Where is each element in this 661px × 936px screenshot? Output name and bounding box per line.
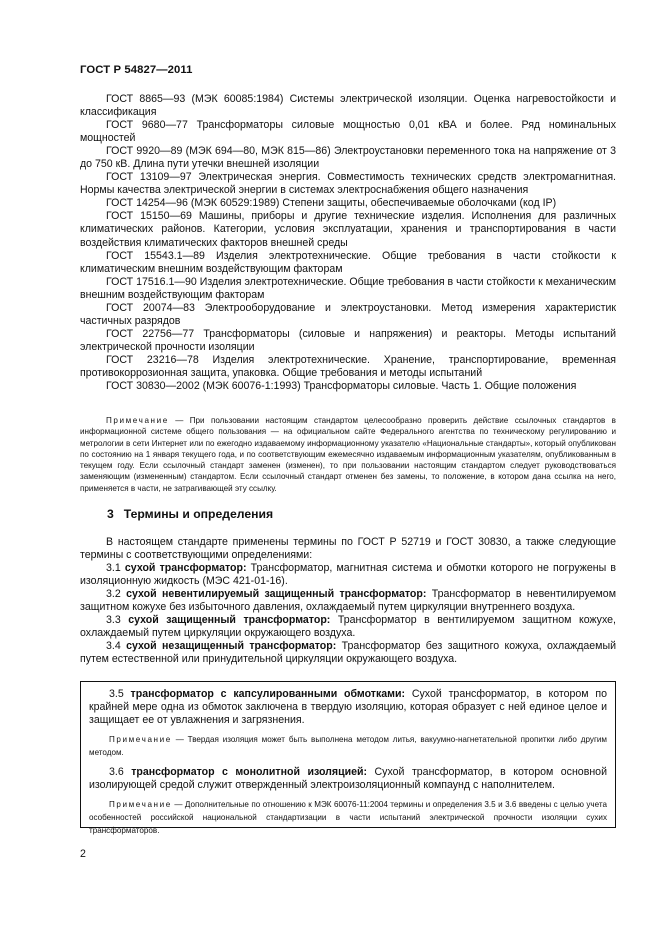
reference-item: ГОСТ 23216—78 Изделия электротехнические. Хранение, транспортирование, временная противокоррозионная защита, упаковка. Общие требования и методы испытаний bbox=[80, 353, 616, 379]
reference-item: ГОСТ 20074—83 Электрооборудование и электроустановки. Метод измерения характеристик частичных разрядов bbox=[80, 301, 616, 327]
reference-item: ГОСТ 15150—69 Машины, приборы и другие технические изделия. Исполнения для различных климатических районов. Категории, условия эксплуатации, хранения и транспортирования в части воздействия климатических факторов внешней среды bbox=[80, 210, 616, 249]
reference-item: ГОСТ 13109—97 Электрическая энергия. Совместимость технических средств электромагнитная. Нормы качества электрической энергии в системах электроснабжения общего назначения bbox=[80, 171, 616, 197]
page-number: 2 bbox=[80, 848, 86, 860]
terms-list bbox=[80, 536, 616, 666]
term-name: сухой невентилируемый защищенный трансформатор: bbox=[126, 588, 427, 601]
term-text: Трансформатор, магнитная система и обмотки которого не погружены в изоляционную жидкость (МЭС 421-01-16). bbox=[80, 562, 616, 588]
term-name: трансформатор с капсулированными обмотками: bbox=[130, 688, 406, 700]
note-label: Примечание bbox=[106, 416, 169, 425]
term-definition bbox=[89, 766, 607, 792]
term-note bbox=[89, 733, 607, 759]
reference-item: ГОСТ 17516.1—90 Изделия электротехнические. Общие требования в части стойкости к механическим внешним воздействующим факторам bbox=[80, 275, 616, 301]
term-definition bbox=[80, 640, 616, 666]
national-additions-box bbox=[80, 681, 616, 836]
term-name: сухой трансформатор: bbox=[124, 562, 247, 575]
term-text: Трансформатор в вентилируемом защитном кожухе, охлаждаемый путем циркуляции окружающего воздуха. bbox=[80, 614, 616, 640]
reference-item: ГОСТ 8865—93 (МЭК 60085:1984) Системы электрической изоляции. Оценка нагревостойкости и классификация bbox=[80, 93, 616, 119]
term-text: Сухой трансформатор, в котором по крайней мере одна из обмоток заключена в твердую изоляцию, которая образует с ней единое целое и защищает ее от увлажнения и загрязнения. bbox=[89, 688, 607, 727]
normative-references-list bbox=[80, 93, 616, 393]
term-definition bbox=[80, 562, 616, 588]
section-title: Термины и определения bbox=[123, 507, 274, 521]
section-heading bbox=[107, 507, 273, 521]
term-definition bbox=[80, 588, 616, 614]
term-name: сухой защищенный трансформатор: bbox=[128, 614, 331, 627]
term-text: Трансформатор без защитного кожуха, охлаждаемый путем естественной или принудительной циркуляции окружающего воздуха. bbox=[80, 640, 616, 666]
term-note bbox=[89, 798, 607, 838]
term-number: 3.3 bbox=[106, 614, 121, 627]
note-text: — Твердая изоляция может быть выполнена методом литья, вакуумно-нагнетательной пропитки либо другим методом. bbox=[89, 735, 607, 758]
reference-item: ГОСТ 9920—89 (МЭК 694—80, МЭК 815—86) Электроустановки переменного тока на напряжение от 3 до 750 кВ. Длина пути утечки внешней изоляции bbox=[80, 145, 616, 171]
term-name: сухой незащищенный трансформатор: bbox=[126, 640, 337, 653]
term-name: трансформатор с монолитной изоляцией: bbox=[131, 765, 368, 778]
reference-item: ГОСТ 15543.1—89 Изделия электротехнические. Общие требования в части стойкости к климатическим внешним воздействующим факторам bbox=[80, 249, 616, 275]
term-number: 3.6 bbox=[109, 765, 124, 778]
term-number: 3.2 bbox=[106, 588, 121, 601]
term-number: 3.4 bbox=[106, 640, 121, 653]
term-text: Сухой трансформатор, в котором основной изолирующей средой служит отвержденный электроизоляционный компаунд с наполнителем. bbox=[89, 765, 607, 791]
note-text: — При пользовании настоящим стандартом целесообразно проверить действие ссылочных стандартов в информационной системе общего пользования — на официальном сайте Федерального агентства по техническому регулированию и метрологии в сети Интернет или по ежегодно издаваемому информационному указателю «Национальные стандарты», который опубликован по состоянию на 1 января текущего года, и по соответствующим ежемесячно издаваемым информационным указателям, опубликованным в текущем году. Если ссылочный стандарт заменен (изменен), то при пользовании настоящим стандартом следует руководствоваться заменяющим (измененным) стандартом. Если ссылочный стандарт отменен без замены, то положение, в котором дана ссылка на него, применяется в части, не затрагивающей эту ссылку. bbox=[80, 416, 616, 493]
term-text: Трансформатор в невентилируемом защитном кожухе без избыточного давления, охлаждаемый путем циркуляции внутреннего воздуха. bbox=[80, 588, 616, 614]
section-number: 3 bbox=[107, 507, 114, 521]
reference-item: ГОСТ 30830—2002 (МЭК 60076-1:1993) Трансформаторы силовые. Часть 1. Общие положения bbox=[106, 380, 577, 393]
reference-item: ГОСТ 9680—77 Трансформаторы силовые мощностью 0,01 кВА и более. Ряд номинальных мощностей bbox=[80, 119, 616, 145]
terms-intro: В настоящем стандарте применены термины по ГОСТ Р 52719 и ГОСТ 30830, а также следующие термины с соответствующими определениями: bbox=[80, 536, 616, 562]
term-number: 3.1 bbox=[106, 562, 121, 575]
term-definition bbox=[89, 688, 607, 727]
references-note bbox=[80, 415, 616, 494]
note-label: Примечание bbox=[109, 799, 172, 809]
reference-item: ГОСТ 14254—96 (МЭК 60529:1989) Степени защиты, обеспечиваемые оболочками (код IP) bbox=[106, 197, 557, 210]
term-number: 3.5 bbox=[109, 688, 124, 700]
reference-item: ГОСТ 22756—77 Трансформаторы (силовые и напряжения) и реакторы. Методы испытаний электрической прочности изоляции bbox=[80, 327, 616, 353]
document-header: ГОСТ Р 54827—2011 bbox=[80, 64, 193, 76]
term-definition bbox=[80, 614, 616, 640]
note-text: — Дополнительные по отношению к МЭК 60076-11:2004 термины и определения 3.5 и 3.6 введены с целью учета особенностей российской национальной стандартизации в части испытаний электрической прочности изоляции сухих трансформаторов. bbox=[89, 799, 607, 836]
note-label: Примечание bbox=[109, 735, 172, 745]
